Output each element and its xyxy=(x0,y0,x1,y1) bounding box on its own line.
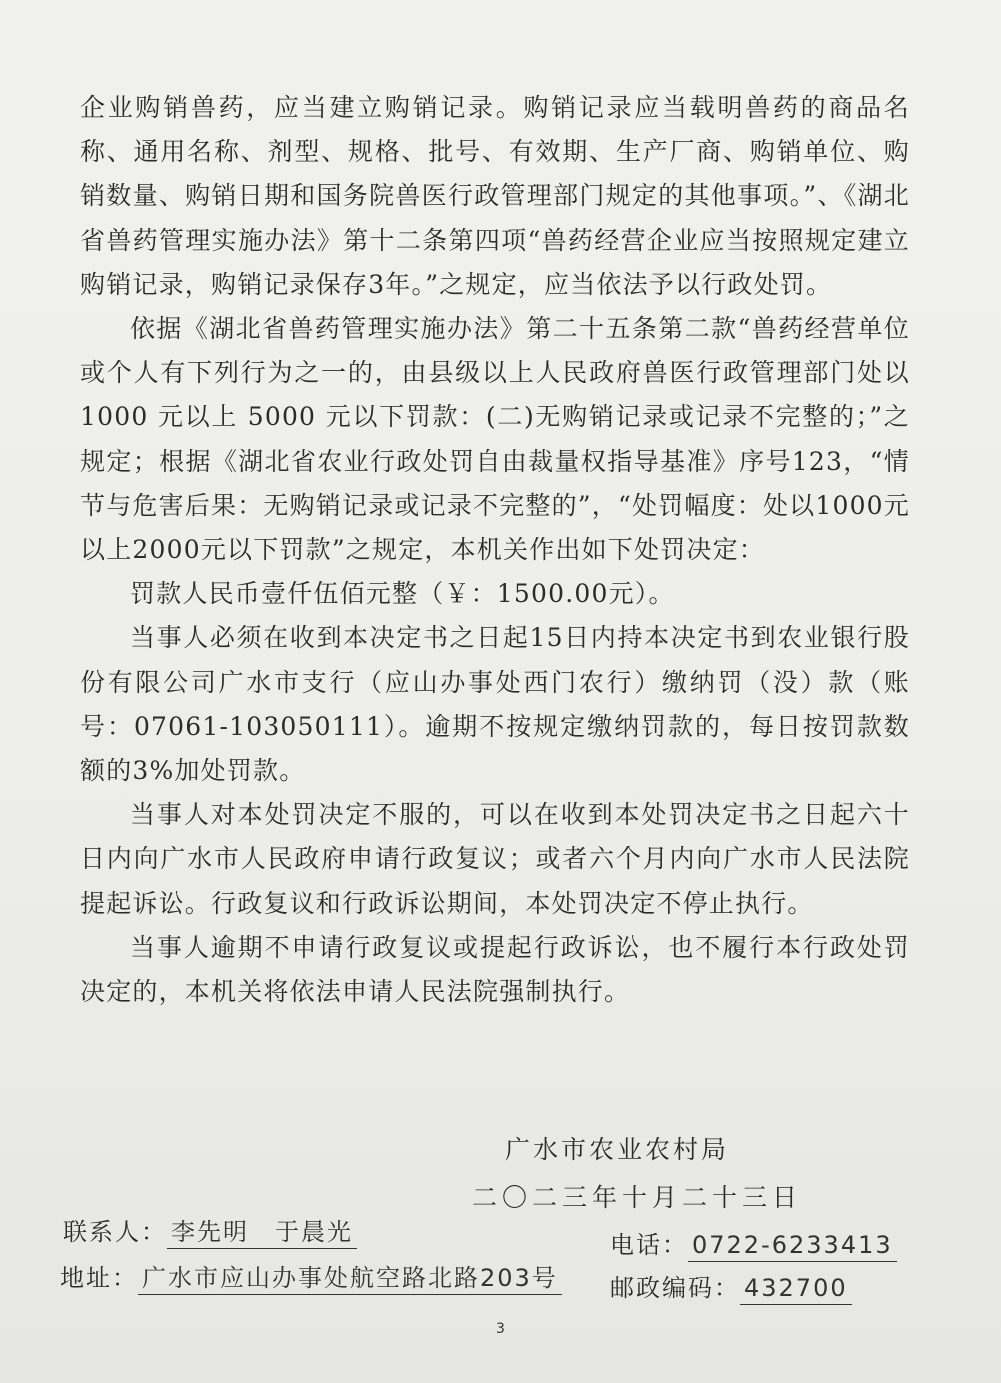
contact-postcode-value: 432700 xyxy=(740,1274,852,1305)
paragraph-enforcement: 当事人逾期不申请行政复议或提起行政诉讼，也不履行本行政处罚决定的，本机关将依法申请人民法院强制执行。 xyxy=(80,932,910,1007)
paragraph-appeal-rights: 当事人对本处罚决定不服的，可以在收到本处罚决定书之日起六十日内向广水市人民政府申请行政复议；或者六个月内向广水市人民法院提起诉讼。行政复议和行政诉讼期间，本处罚决定不停止执行。 xyxy=(80,800,910,918)
issue-date: 二〇二三年十月二十三日 xyxy=(472,1183,803,1212)
contact-phone xyxy=(610,1225,897,1260)
contact-address-label: 地址： xyxy=(60,1264,138,1292)
contact-phone-value: 0722-6233413 xyxy=(688,1231,897,1262)
decision-body xyxy=(80,86,910,1014)
contact-address xyxy=(60,1258,562,1293)
contact-postcode-label: 邮政编码： xyxy=(610,1274,740,1302)
contact-postcode xyxy=(610,1268,852,1303)
issuing-authority: 广水市农业农村局 xyxy=(505,1135,730,1164)
paragraph-penalty-basis: 依据《湖北省兽药管理实施办法》第二十五条第二款“兽药经营单位或个人有下列行为之一的，由县级以上人民政府兽医行政管理部门处以1000 元以上 5000 元以下罚款：(二)无购销记录或记录不完整的；”之规定；根据《湖北省农业行政处罚自由裁量权指导基准》序号123，“情节与危害后果：无购销记录或记录不完整的”，“处罚幅度：处以1000元以上2000元以下罚款”之规定，本机关作出如下处罚决定： xyxy=(80,314,910,565)
contact-person-value: 李先明 于晨光 xyxy=(167,1218,357,1249)
paragraph-legal-basis: 企业购销兽药，应当建立购销记录。购销记录应当载明兽药的商品名称、通用名称、剂型、规格、批号、有效期、生产厂商、购销单位、购销数量、购销日期和国务院兽医行政管理部门规定的其他事项。”、《湖北省兽药管理实施办法》第十二条第四项“兽药经营企业应当按照规定建立购销记录，购销记录保存3年。”之规定，应当依法予以行政处罚。 xyxy=(80,93,910,299)
contact-person-label: 联系人： xyxy=(63,1218,167,1246)
contact-address-value: 广水市应山办事处航空路北路203号 xyxy=(138,1264,562,1295)
paragraph-payment-instructions: 当事人必须在收到本决定书之日起15日内持本决定书到农业银行股份有限公司广水市支行（应山办事处西门农行）缴纳罚（没）款（账号：07061-103050111）。逾期不按规定缴纳罚款的，每日按罚款数额的3%加处罚款。 xyxy=(80,623,910,786)
paragraph-fine-amount: 罚款人民币壹仟伍佰元整（￥：1500.00元）。 xyxy=(130,579,675,609)
contact-phone-label: 电话： xyxy=(610,1231,688,1259)
page-number: 3 xyxy=(496,1321,505,1337)
contact-person xyxy=(63,1212,357,1247)
